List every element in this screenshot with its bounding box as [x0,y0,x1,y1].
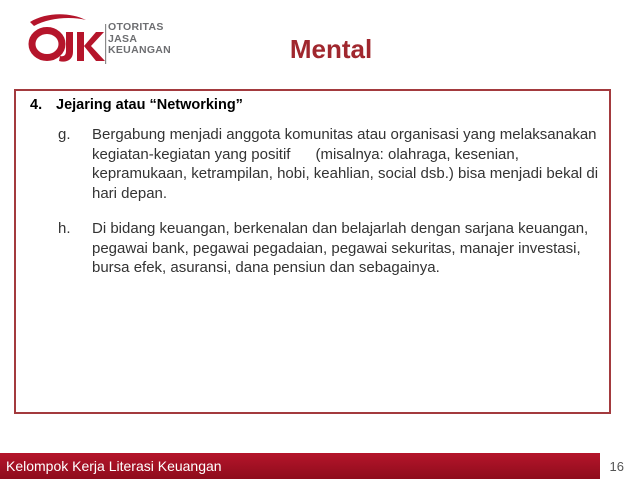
list-item [58,219,603,278]
footer [0,453,638,479]
section-heading-text: Jejaring atau “Networking” [56,97,243,113]
logo-line-3: KEUANGAN [108,44,172,56]
list-item-text: Di bidang keuangan, berkenalan dan belajarlah dengan sarjana keuangan, pegawai bank, pegawai pegadaian, pegawai sekuritas, manajer investasi, bursa efek, asuransi, dana pensiun dan sebagainya. [92,220,589,277]
list-item-letter: h. [58,220,71,237]
section-heading [30,97,243,113]
list-item-text: Bergabung menjadi anggota komunitas atau organisasi yang melaksanakan kegiatan-kegiatan yang positif (misalnya: olahraga, kesenian, kepramukaan, ketrampilan, hobi, keahlian, social dsb.) bisa menjadi bekal di hari depan. [92,126,599,202]
slide-title: Mental [289,34,373,64]
footer-bar [0,453,600,479]
list-item-letter: g. [58,126,71,143]
footer-label: Kelompok Kerja Literasi Keuangan [6,458,222,474]
page-number: 16 [609,459,624,474]
section-number: 4. [30,97,43,113]
list-item [58,125,603,203]
logo-line-2: JASA [108,32,138,45]
content-box [14,89,611,414]
logo-line-1: OTORITAS [108,21,164,33]
